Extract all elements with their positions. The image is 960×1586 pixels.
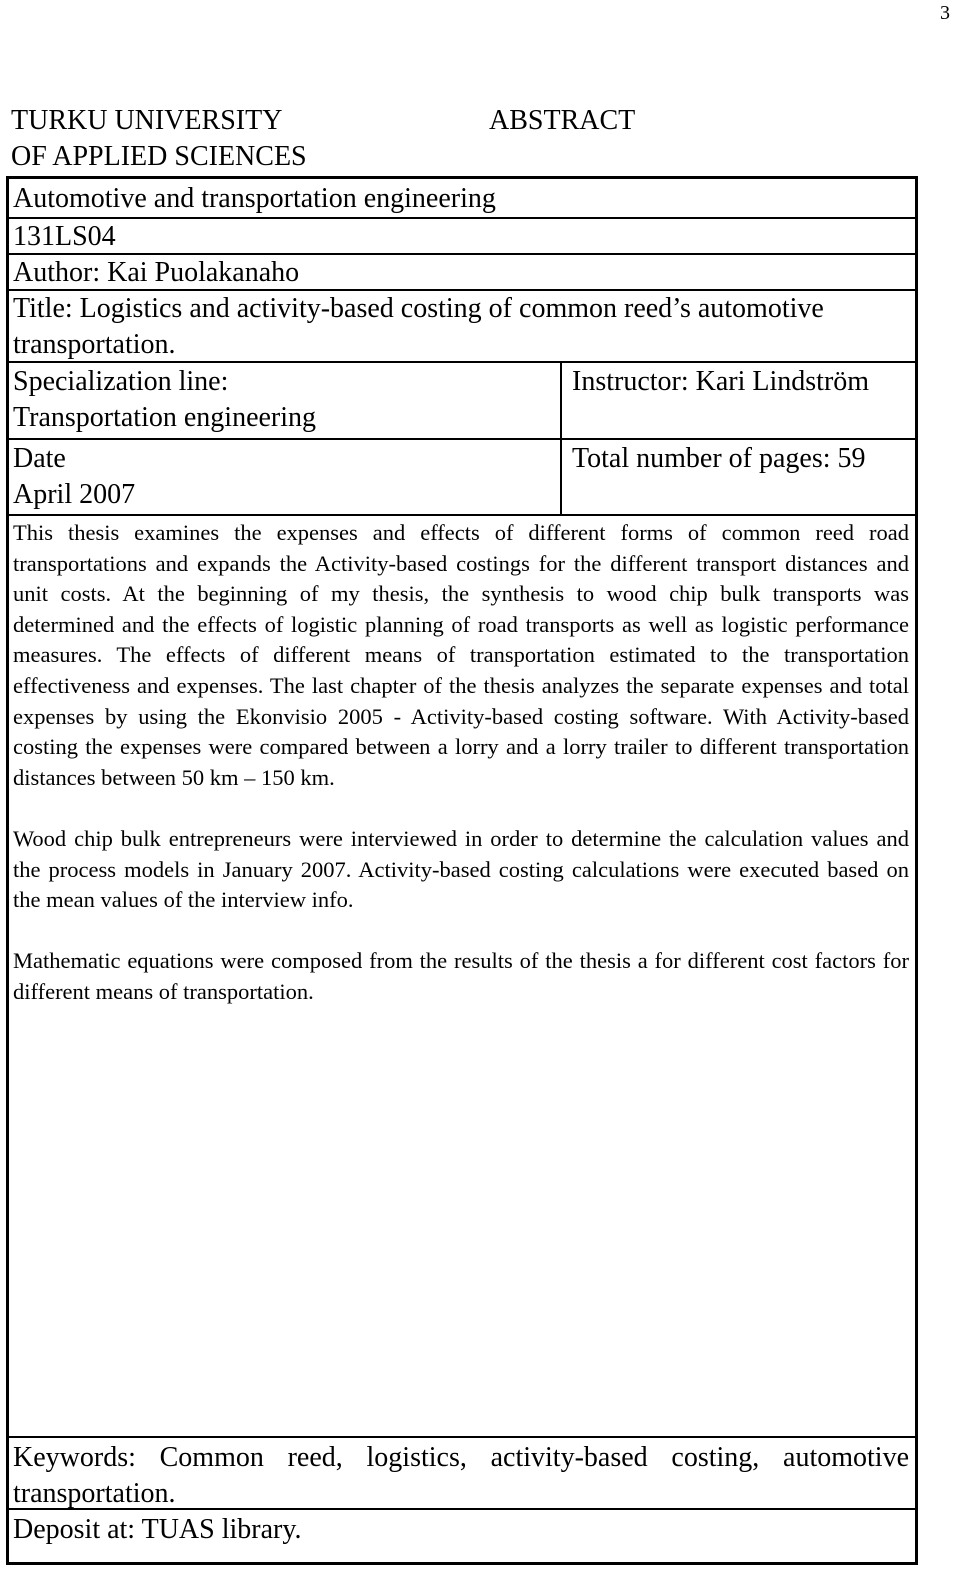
university-name <box>11 103 471 175</box>
date-label: Date <box>13 443 66 474</box>
instructor-cell <box>562 363 915 438</box>
abstract-label: ABSTRACT <box>489 105 636 136</box>
specialization-row <box>9 363 915 440</box>
pages-cell <box>562 440 915 514</box>
title-field: Title: Logistics and activity-based costing of common reed’s automotive transportation. <box>9 291 915 363</box>
specialization-cell <box>9 363 562 438</box>
specialization-value: Transportation engineering <box>13 402 317 433</box>
code-field: 131LS04 <box>9 219 915 255</box>
abstract-paragraph: This thesis examines the expenses and effects of different forms of common reed road transportations and expands the Activity-based costings for the different transport distances and unit costs. At the beginning of my thesis, the synthesis to wood chip bulk transports was determined and the effects of logistic planning of road transports as well as logistic performance measures. The effects of different means of transportation estimated to the transportation effectiveness and expenses. The last chapter of the thesis analyzes the separate expenses and total expenses by using the Ekonvisio 2005 - Activity-based costing software. With Activity-based costing the expenses were compared between a lorry and a lorry trailer to different transportation distances between 50 km – 150 km. <box>13 520 909 790</box>
programme-field: Automotive and transportation engineering <box>9 179 915 219</box>
deposit-field: Deposit at: TUAS library. <box>13 1514 302 1545</box>
date-cell <box>9 440 562 514</box>
page-number: 3 <box>940 2 950 24</box>
date-row <box>9 440 915 516</box>
keywords-field: Keywords: Common reed, logistics, activity-based costing, automotive transportation. <box>9 1438 915 1510</box>
abstract-paragraph: Wood chip bulk entrepreneurs were interviewed in order to determine the calculation values and the process models in January 2007. Activity-based costing calculations were executed based on the mean values of the interview info. <box>13 825 909 913</box>
university-name-line1: TURKU UNIVERSITY <box>11 105 283 136</box>
specialization-label: Specialization line: <box>13 366 229 397</box>
abstract-form <box>6 176 918 1565</box>
abstract-body <box>9 516 915 1438</box>
university-name-line2: OF APPLIED SCIENCES <box>11 141 307 172</box>
date-value: April 2007 <box>13 479 136 510</box>
author-field: Author: Kai Puolakanaho <box>9 255 915 291</box>
abstract-paragraph: Mathematic equations were composed from the results of the thesis a for different cost factors for different means of transportation. <box>13 948 909 1004</box>
total-pages-field: Total number of pages: 59 <box>572 443 866 474</box>
instructor-field: Instructor: Kari Lindström <box>572 366 870 397</box>
